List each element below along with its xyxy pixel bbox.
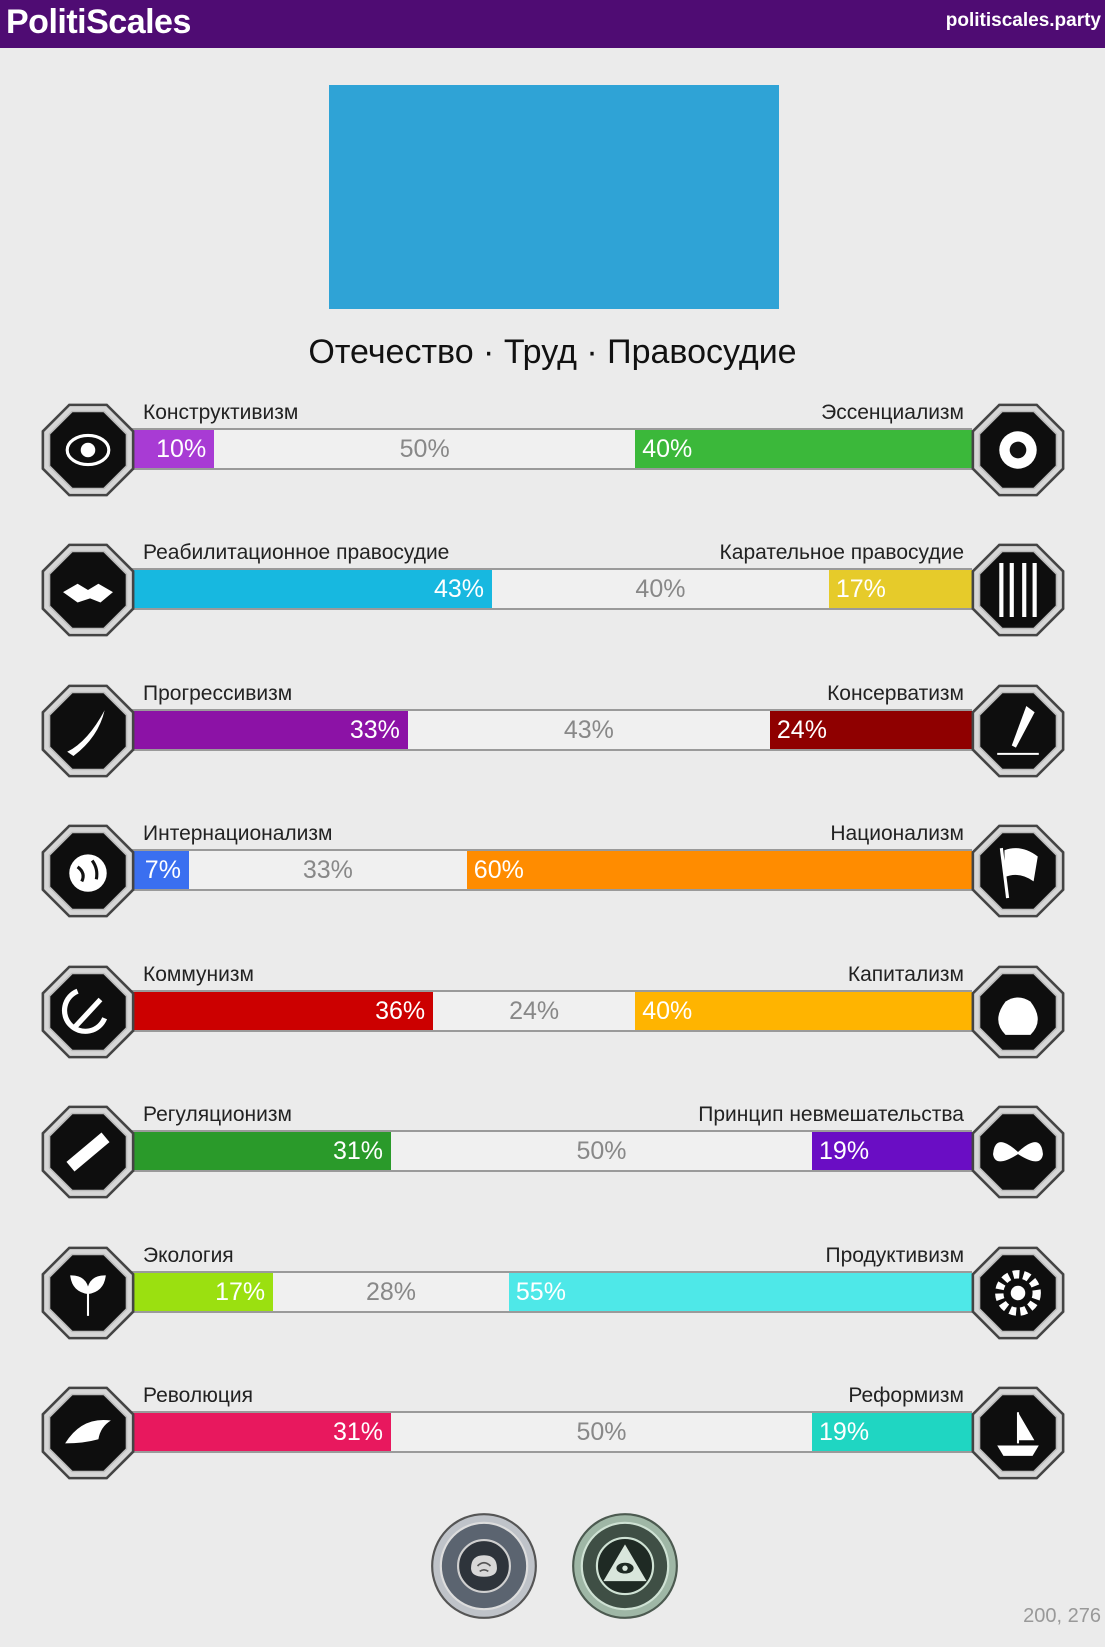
axis-right-segment: 55% (509, 1273, 972, 1311)
axis-row (0, 673, 1105, 783)
axis-left-segment: 31% (130, 1132, 391, 1170)
axis-right-label: Капитализм (847, 963, 964, 986)
sprout-icon (36, 1241, 140, 1345)
axis-bar (130, 1271, 972, 1313)
axis-bar (130, 1411, 972, 1453)
axis-left-label: Революция (143, 1384, 254, 1407)
axis-right-label: Продуктивизм (825, 1244, 964, 1267)
handshake-icon (36, 538, 140, 642)
prison-bars-icon (966, 538, 1070, 642)
axis-left-segment: 43% (130, 570, 492, 608)
axis-right-label: Реформизм (848, 1384, 964, 1407)
brain-badge-icon (430, 1512, 538, 1620)
axis-left-label: Экология (143, 1244, 234, 1267)
axis-left-segment: 36% (130, 992, 433, 1030)
axis-right-label: Консерватизм (827, 682, 964, 705)
axis-row (0, 1375, 1105, 1485)
globe-icon (36, 819, 140, 923)
butterfly-icon (966, 1100, 1070, 1204)
axis-neutral-segment: 33% (302, 856, 353, 884)
axis-left-label: Конструктивизм (143, 401, 299, 424)
axis-right-label: Эссенциализм (821, 401, 964, 424)
flower-icon (966, 398, 1070, 502)
axis-bar (130, 849, 972, 891)
axis-left-label: Интернационализм (143, 822, 333, 845)
axis-left-segment: 7% (130, 851, 189, 889)
axis-bar (130, 709, 972, 751)
axis-right-segment: 60% (467, 851, 972, 889)
axis-right-segment: 40% (635, 992, 972, 1030)
hammer-sickle-icon (36, 960, 140, 1064)
axis-neutral-segment: 50% (576, 1418, 627, 1446)
axis-neutral-segment: 50% (576, 1137, 627, 1165)
axis-right-segment: 24% (770, 711, 972, 749)
axis-neutral-segment: 24% (509, 997, 560, 1025)
axis-right-segment: 19% (812, 1413, 972, 1451)
money-bag-icon (966, 960, 1070, 1064)
illuminati-eye-badge-icon (571, 1512, 679, 1620)
axis-left-label: Реабилитационное правосудие (143, 541, 450, 564)
axis-left-segment: 10% (130, 430, 214, 468)
axis-row (0, 1235, 1105, 1345)
axis-left-label: Прогрессивизм (143, 682, 293, 705)
axis-left-label: Регуляционизм (143, 1103, 292, 1126)
brand-title[interactable]: PolitiScales (6, 3, 191, 41)
axis-row (0, 954, 1105, 1064)
axis-left-segment: 17% (130, 1273, 273, 1311)
ruler-icon (36, 1100, 140, 1204)
axis-bar (130, 990, 972, 1032)
axis-right-label: Принцип невмешательства (698, 1103, 964, 1126)
bird-icon (36, 1381, 140, 1485)
axis-row (0, 1094, 1105, 1204)
axis-bar (130, 568, 972, 610)
badges-row (0, 1512, 1105, 1627)
axis-neutral-segment: 40% (635, 575, 686, 603)
axis-right-segment: 19% (812, 1132, 972, 1170)
flag-icon (966, 819, 1070, 923)
axis-neutral-segment: 28% (365, 1278, 417, 1306)
axis-right-label: Карательное правосудие (719, 541, 964, 564)
flag-image (329, 85, 779, 309)
axis-neutral-segment: 50% (399, 435, 450, 463)
axis-left-label: Коммунизм (143, 963, 254, 986)
axis-right-segment: 17% (829, 570, 972, 608)
axis-left-segment: 31% (130, 1413, 391, 1451)
top-bar (0, 0, 1105, 48)
quill-icon (966, 679, 1070, 783)
gear-icon (966, 1241, 1070, 1345)
axis-right-segment: 40% (635, 430, 972, 468)
axis-row (0, 813, 1105, 923)
rocket-icon (36, 679, 140, 783)
axis-right-label: Национализм (830, 822, 964, 845)
axis-bar (130, 428, 972, 470)
axis-row (0, 392, 1105, 502)
axis-row (0, 532, 1105, 642)
axis-neutral-segment: 43% (563, 716, 614, 744)
corner-counter: 200, 276 (1023, 1605, 1101, 1627)
axis-bar (130, 1130, 972, 1172)
slogan-text: Отечество · Труд · Правосудие (308, 333, 797, 371)
site-link[interactable]: politiscales.party (945, 10, 1101, 31)
eye-icon (36, 398, 140, 502)
ship-icon (966, 1381, 1070, 1485)
axis-left-segment: 33% (130, 711, 408, 749)
